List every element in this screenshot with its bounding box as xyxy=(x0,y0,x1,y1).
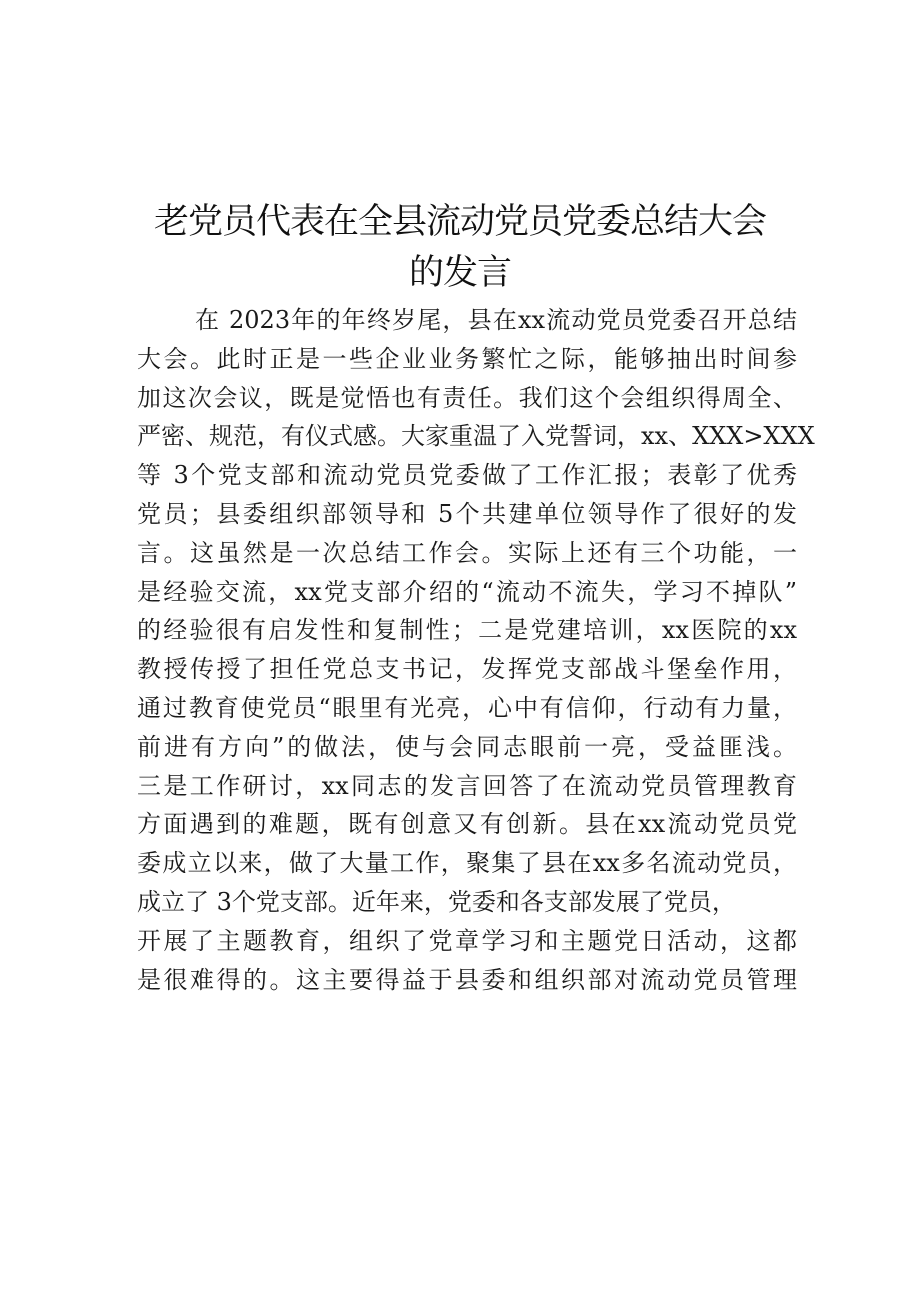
paragraph-line: 通过教育使党员“眼里有光亮，心中有信仰，行动有力量， xyxy=(137,693,797,722)
paragraph-line: 大会。此时正是一些企业业务繁忙之际，能够抽出时间参 xyxy=(137,344,797,373)
paragraph-line: 成立了 3个党支部。近年来，党委和各支部发展了党员， xyxy=(137,887,736,916)
paragraph-line: 方面遇到的难题，既有创意又有创新。县在xx流动党员党 xyxy=(137,810,797,839)
paragraph-line: 教授传授了担任党总支书记，发挥党支部战斗堡垒作用， xyxy=(137,655,797,684)
paragraph-line: 是经验交流，xx党支部介绍的“流动不流失，学习不掉队” xyxy=(137,577,797,606)
paragraph-line: 严密、规范，有仪式感。大家重温了入党誓词，xx、XXX>XXX xyxy=(137,422,815,451)
paragraph-line: 加这次会议，既是觉悟也有责任。我们这个会组织得周全、 xyxy=(137,383,797,412)
paragraph-line: 党员；县委组织部领导和 5个共建单位领导作了很好的发 xyxy=(137,499,797,528)
paragraph-line: 言。这虽然是一次总结工作会。实际上还有三个功能，一 xyxy=(137,538,797,567)
paragraph-line: 开展了主题教育，组织了党章学习和主题党日活动，这都 xyxy=(137,926,797,955)
paragraph-line: 的经验很有启发性和复制性；二是党建培训，xx医院的xx xyxy=(137,616,797,645)
paragraph-line: 等 3个党支部和流动党员党委做了工作汇报；表彰了优秀 xyxy=(137,461,797,490)
document-title-line-2: 的发言 xyxy=(408,253,511,293)
paragraph-line: 委成立以来，做了大量工作，聚集了县在xx多名流动党员， xyxy=(137,849,797,878)
paragraph-line: 在 2023年的年终岁尾，县在xx流动党员党委召开总结 xyxy=(195,306,797,334)
paragraph-line: 前进有方向”的做法，使与会同志眼前一亮，受益匪浅。 xyxy=(137,732,797,761)
paragraph-line: 是很难得的。这主要得益于县委和组织部对流动党员管理 xyxy=(137,965,797,994)
paragraph-line: 三是工作研讨，xx同志的发言回答了在流动党员管理教育 xyxy=(137,771,797,800)
document-body xyxy=(137,301,815,999)
document-title-line-1: 老党员代表在全县流动党员党委总结大会 xyxy=(153,202,766,242)
